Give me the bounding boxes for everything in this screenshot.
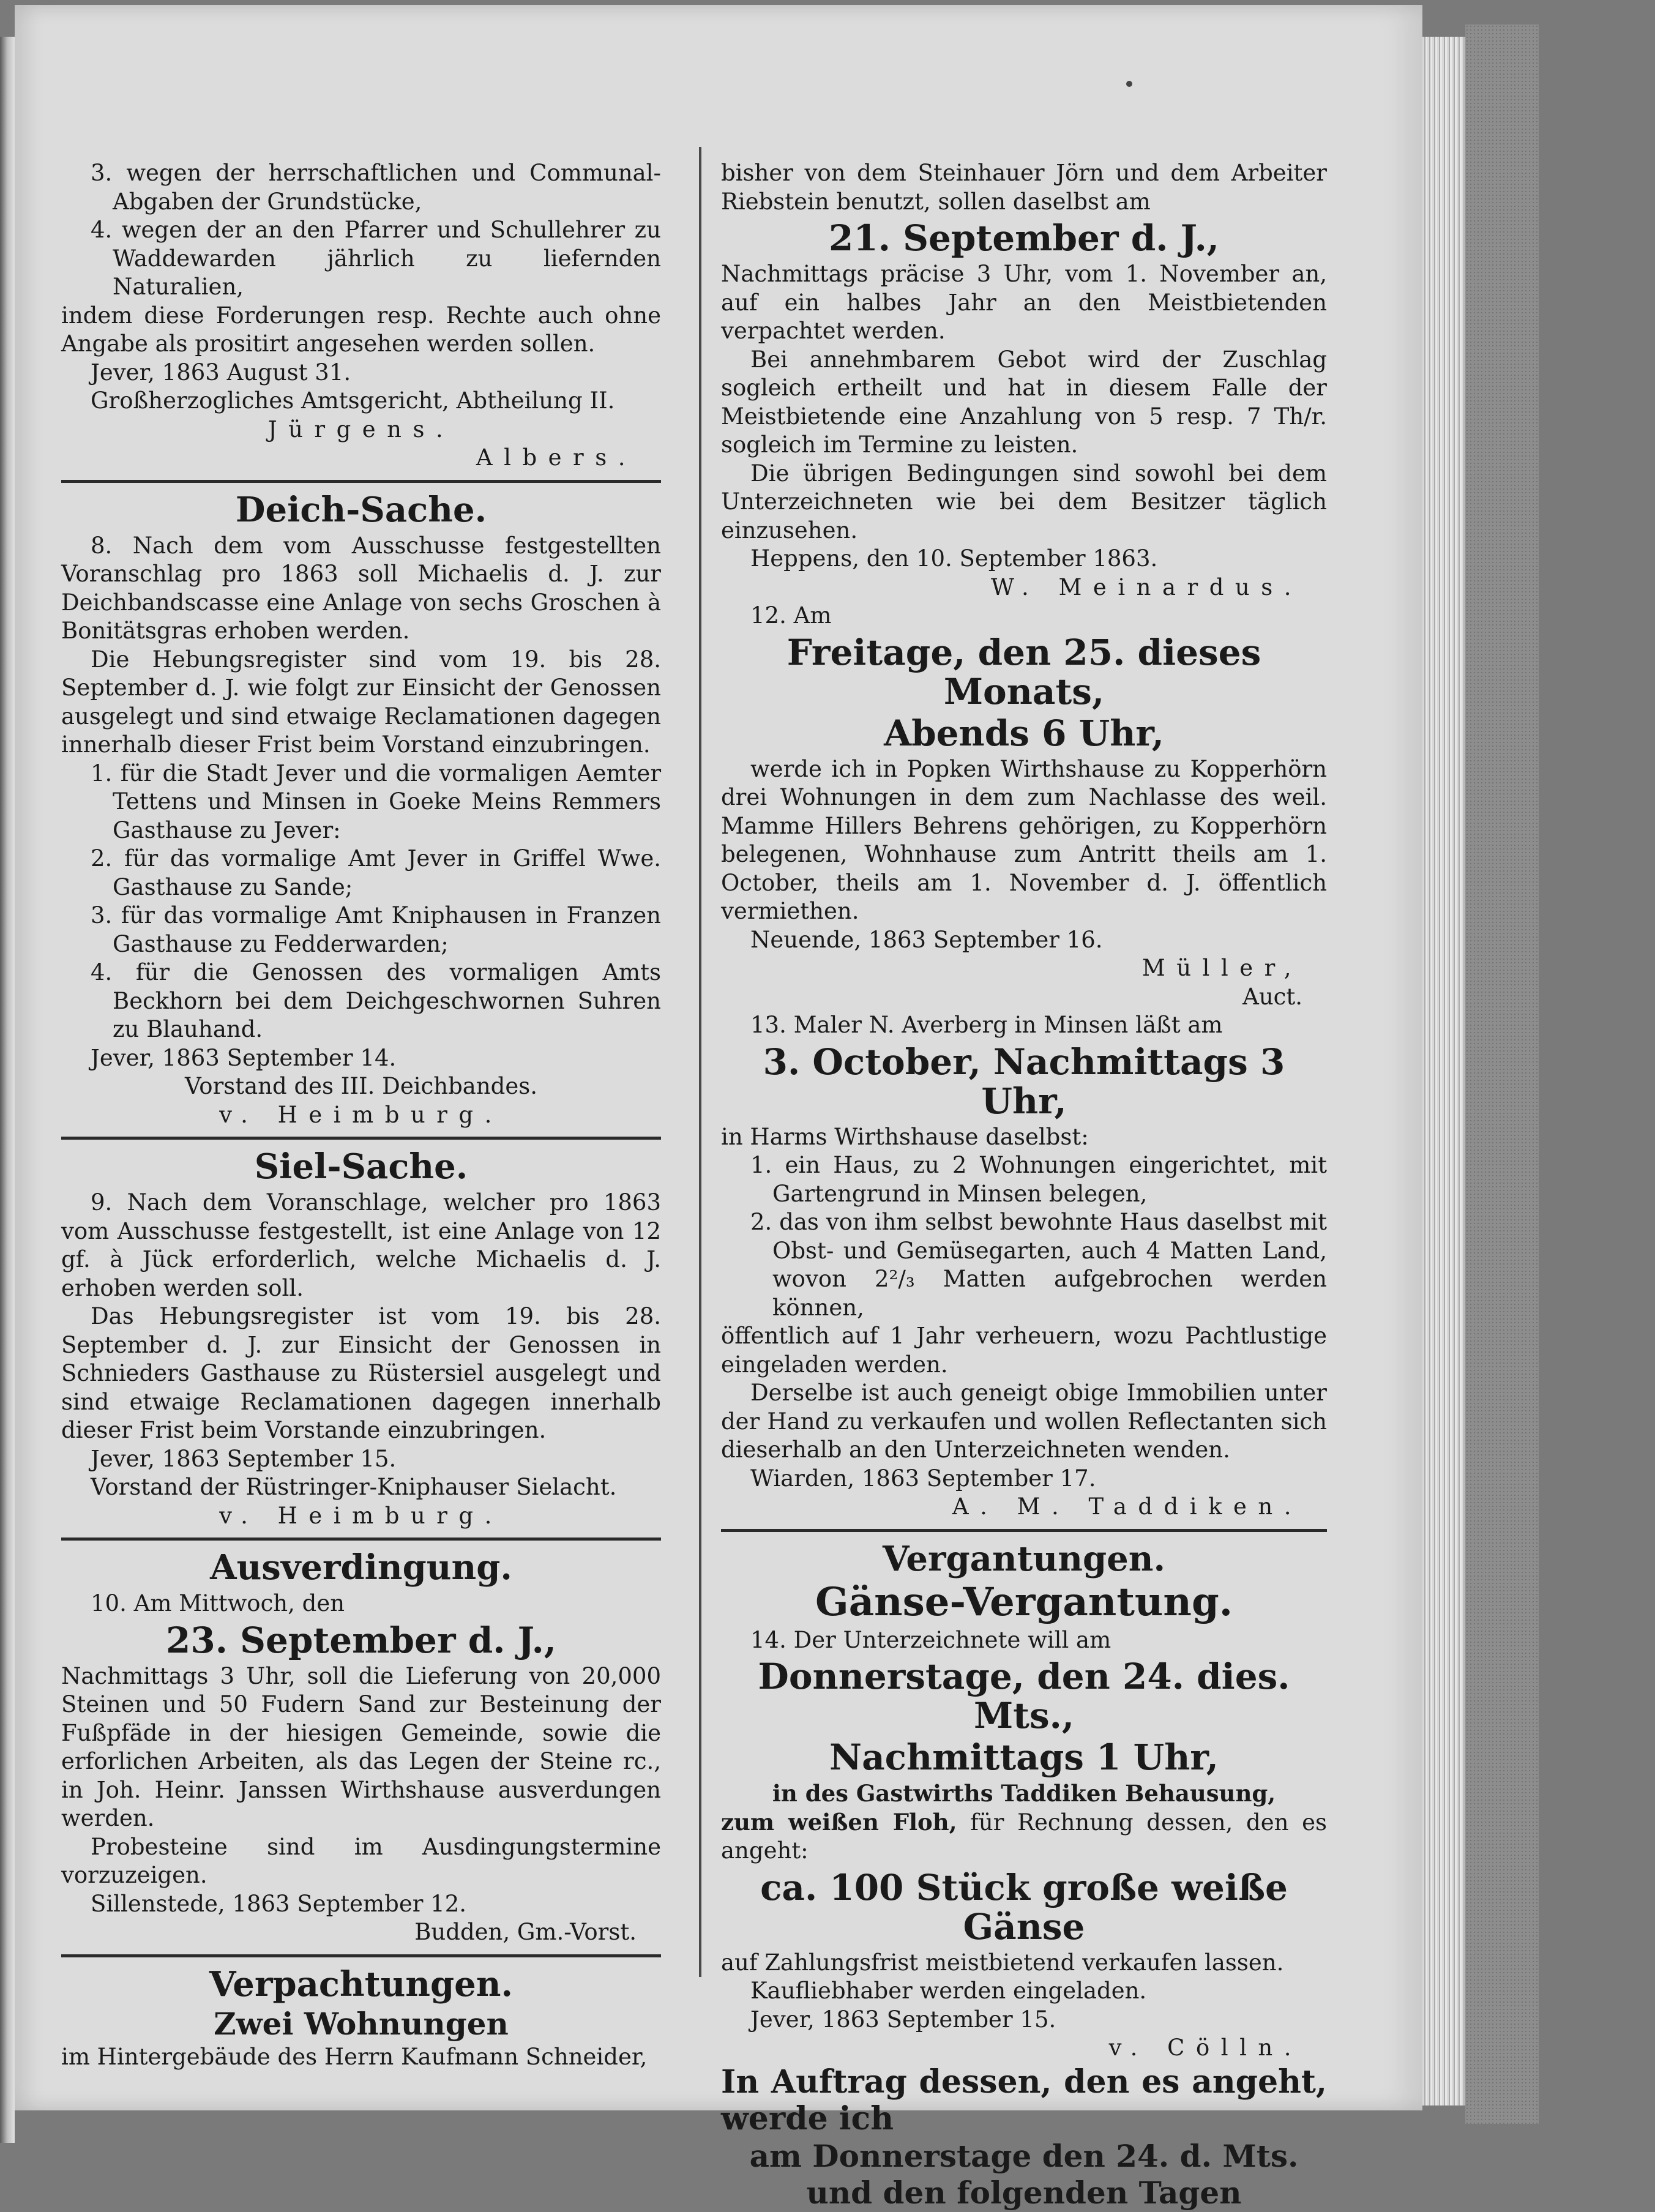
- goods-headline: ca. 100 Stück große weiße Gänse: [760, 1866, 1288, 1948]
- paragraph: 14. Der Unterzeichnete will am: [750, 1626, 1111, 1653]
- paragraph: Derselbe ist auch geneigt obige Immobilien unter der Hand zu verkaufen und wollen Reflectanten sich dieserhalb an den Unterzeichneten wenden.: [721, 1380, 1327, 1463]
- dateline: Heppens, den 10. September 1863.: [750, 545, 1158, 572]
- section-title-ausverdingung: Ausverdingung.: [210, 1547, 512, 1588]
- paragraph: Bei annehmbarem Gebot wird der Zuschlag sogleich ertheilt und hat in diesem Falle der Meistbietende eine Anzahlung von 5 resp. 7 Th/r. sogleich im Termine zu leisten.: [721, 346, 1327, 458]
- paragraph: im Hintergebäude des Herrn Kaufmann Schneider,: [61, 2043, 648, 2070]
- issuer: Vorstand des III. Deichbandes.: [184, 1073, 538, 1099]
- dateline: Jever, 1863 August 31.: [91, 359, 351, 386]
- section-title-deich: Deich-Sache.: [235, 489, 487, 530]
- left-column: [61, 159, 661, 2071]
- paragraph: bisher von dem Steinhauer Jörn und dem Arbeiter Riebstein benutzt, sollen daselbst am: [721, 160, 1327, 215]
- column-divider: [699, 147, 701, 1977]
- paragraph: 8. Nach dem vom Ausschusse festgestellten Voranschlag pro 1863 soll Michaelis d. J. zur Deichbandscasse eine Anlage von sechs Groschen à Bonitätsgras erhoben werden.: [61, 532, 661, 644]
- paragraph: Probesteine sind im Ausdingungstermine vorzuzeigen.: [61, 1833, 661, 1888]
- list-item: 1. für die Stadt Jever und die vormaligen Aemter Tettens und Minsen in Goeke Meins Remmers Gasthause zu Jever:: [91, 760, 661, 843]
- section-rule: [721, 1529, 1327, 1532]
- paragraph: 9. Nach dem Voranschlage, welcher pro 1863 vom Ausschusse festgestellt, ist eine Anlage von 12 gf. à Jück erforderlich, welche Michaelis d. J. erhoben werden soll.: [61, 1189, 661, 1301]
- location-name: zum weißen Floh,: [721, 1808, 957, 1836]
- issuer: Großherzogliches Amtsgericht, Abtheilung II.: [91, 387, 615, 414]
- signature: Budden, Gm.-Vorst.: [414, 1919, 637, 1945]
- date-headline: am Donnerstage den 24. d. Mts.: [749, 2137, 1299, 2174]
- section-rule: [61, 1954, 661, 1957]
- signature: v. Heimburg.: [219, 1502, 503, 1529]
- signature: W. Meinardus.: [990, 574, 1302, 600]
- signature-title: Auct.: [1242, 983, 1302, 1010]
- paragraph: indem diese Forderungen resp. Rechte auch ohne Angabe als prositirt angesehen werden sollen.: [61, 302, 661, 357]
- signature: Albers.: [476, 444, 637, 471]
- list-item: 2. das von ihm selbst bewohnte Haus daselbst mit Obst- und Gemüsegarten, auch 4 Matten Land, wovon 2²/₃ Matten aufgebrochen werden können,: [750, 1209, 1327, 1321]
- date-headline: Donnerstage, den 24. dies. Mts.,: [758, 1656, 1290, 1736]
- book-spine: [0, 37, 15, 2143]
- page-edges: [1422, 37, 1465, 2106]
- section-rule: [61, 1137, 661, 1140]
- time-headline: Nachmittags 1 Uhr,: [829, 1736, 1219, 1778]
- paragraph: 13. Maler N. Averberg in Minsen läßt am: [750, 1012, 1223, 1038]
- paragraph: 12. Am: [750, 602, 832, 629]
- issuer: Vorstand der Rüstringer-Kniphauser Sielacht.: [91, 1474, 617, 1500]
- subheading: Zwei Wohnungen: [214, 2005, 509, 2042]
- dateline: Sillenstede, 1863 September 12.: [91, 1890, 467, 1917]
- right-column: [721, 159, 1327, 2212]
- list-item: 3. wegen der herrschaftlichen und Communal-Abgaben der Grundstücke,: [91, 160, 661, 215]
- notice-title-ganse: Gänse-Vergantung.: [815, 1579, 1233, 1625]
- time-headline: Abends 6 Uhr,: [884, 712, 1164, 754]
- date-headline: Freitage, den 25. dieses Monats,: [786, 631, 1261, 712]
- list-item: 4. für die Genossen des vormaligen Amts Beckhorn bei dem Deichgeschwornen Suhren zu Blauhand.: [91, 959, 661, 1042]
- location-line: in des Gastwirths Taddiken Behausung,: [772, 1780, 1276, 1807]
- section-title-siel: Siel-Sache.: [254, 1146, 468, 1187]
- signature: v. Cölln.: [1108, 2035, 1302, 2061]
- paragraph: [721, 1808, 1327, 1866]
- list-item: 3. für das vormalige Amt Kniphausen in Franzen Gasthause zu Fedderwarden;: [91, 902, 661, 957]
- date-headline: 21. September d. J.,: [829, 217, 1219, 259]
- paragraph: Nachmittags präcise 3 Uhr, vom 1. November an, auf ein halbes Jahr an den Meistbietenden verpachtet werden.: [721, 261, 1327, 344]
- signature: Müller,: [1141, 955, 1302, 981]
- signature: Jürgens.: [267, 416, 455, 443]
- date-headline: 23. September d. J.,: [166, 1619, 556, 1661]
- list-item: 4. wegen der an den Pfarrer und Schullehrer zu Waddewarden jährlich zu liefernden Naturalien,: [91, 217, 661, 300]
- paragraph: Kaufliebhaber werden eingeladen.: [750, 1978, 1147, 2004]
- paragraph: auf Zahlungsfrist meistbietend verkaufen lassen.: [721, 1949, 1284, 1976]
- ink-dot: [1126, 81, 1132, 87]
- notice-headline: In Auftrag dessen, den es angeht, werde ich: [721, 2063, 1327, 2137]
- paragraph: Das Hebungsregister ist vom 19. bis 28. September d. J. zur Einsicht der Genossen in Schnieders Gasthause zu Rüstersiel ausgelegt und sind etwaige Reclamationen dagegen innerhalb dieser Frist beim Vorstande einzubringen.: [61, 1303, 661, 1443]
- section-title-verpachtungen: Verpachtungen.: [209, 1964, 513, 2005]
- list-item: 1. ein Haus, zu 2 Wohnungen eingerichtet, mit Gartengrund in Minsen belegen,: [750, 1152, 1327, 1207]
- section-title-vergantungen: Vergantungen.: [883, 1538, 1165, 1579]
- dateline: Neuende, 1863 September 16.: [750, 926, 1103, 953]
- dateline: Jever, 1863 September 14.: [91, 1044, 397, 1071]
- signature: v. Heimburg.: [219, 1101, 503, 1128]
- paragraph: Die übrigen Bedingungen sind sowohl bei dem Unterzeichneten wie bei dem Besitzer täglich einzusehen.: [721, 460, 1327, 544]
- paragraph: 10. Am Mittwoch, den: [91, 1590, 345, 1616]
- list-item: 2. für das vormalige Amt Jever in Griffel Wwe. Gasthause zu Sande;: [91, 845, 661, 900]
- dateline: Wiarden, 1863 September 17.: [750, 1465, 1096, 1492]
- section-rule: [61, 1538, 661, 1541]
- paragraph: werde ich in Popken Wirthshause zu Kopperhörn drei Wohnungen in dem zum Nachlasse des weil. Mamme Hillers Behrens gehörigen, zu Kopperhörn belegenen, Wohnhause zum Antritt theils am 1. October, theils am 1. November d. J. öffentlich vermiethen.: [721, 755, 1327, 924]
- date-headline: 3. October, Nachmittags 3 Uhr,: [763, 1041, 1285, 1122]
- section-rule: [61, 480, 661, 483]
- date-headline: und den folgenden Tagen: [806, 2174, 1242, 2211]
- paragraph: öffentlich auf 1 Jahr verheuern, wozu Pachtlustige eingeladen werden.: [721, 1323, 1327, 1378]
- paragraph: Die Hebungsregister sind vom 19. bis 28. September d. J. wie folgt zur Einsicht der Genossen ausgelegt und sind etwaige Reclamationen dagegen innerhalb dieser Frist beim Vorstand einzubringen.: [61, 646, 661, 758]
- paragraph: in Harms Wirthshause daselbst:: [721, 1123, 1089, 1150]
- dateline: Jever, 1863 September 15.: [91, 1445, 397, 1472]
- signature: A. M. Taddiken.: [952, 1493, 1302, 1520]
- book-cover: [1465, 24, 1539, 2124]
- dateline: Jever, 1863 September 15.: [750, 2006, 1056, 2033]
- paragraph: Nachmittags 3 Uhr, soll die Lieferung von 20,000 Steinen und 50 Fudern Sand zur Besteinung der Fußpfäde in der hiesigen Gemeinde, sowie die erforlichen Arbeiten, als das Legen der Steine rc., in Joh. Heinr. Janssen Wirthshause ausverdungen werden.: [61, 1662, 661, 1831]
- location-suffix: für Rechnung dessen, den es angeht:: [721, 1809, 1327, 1864]
